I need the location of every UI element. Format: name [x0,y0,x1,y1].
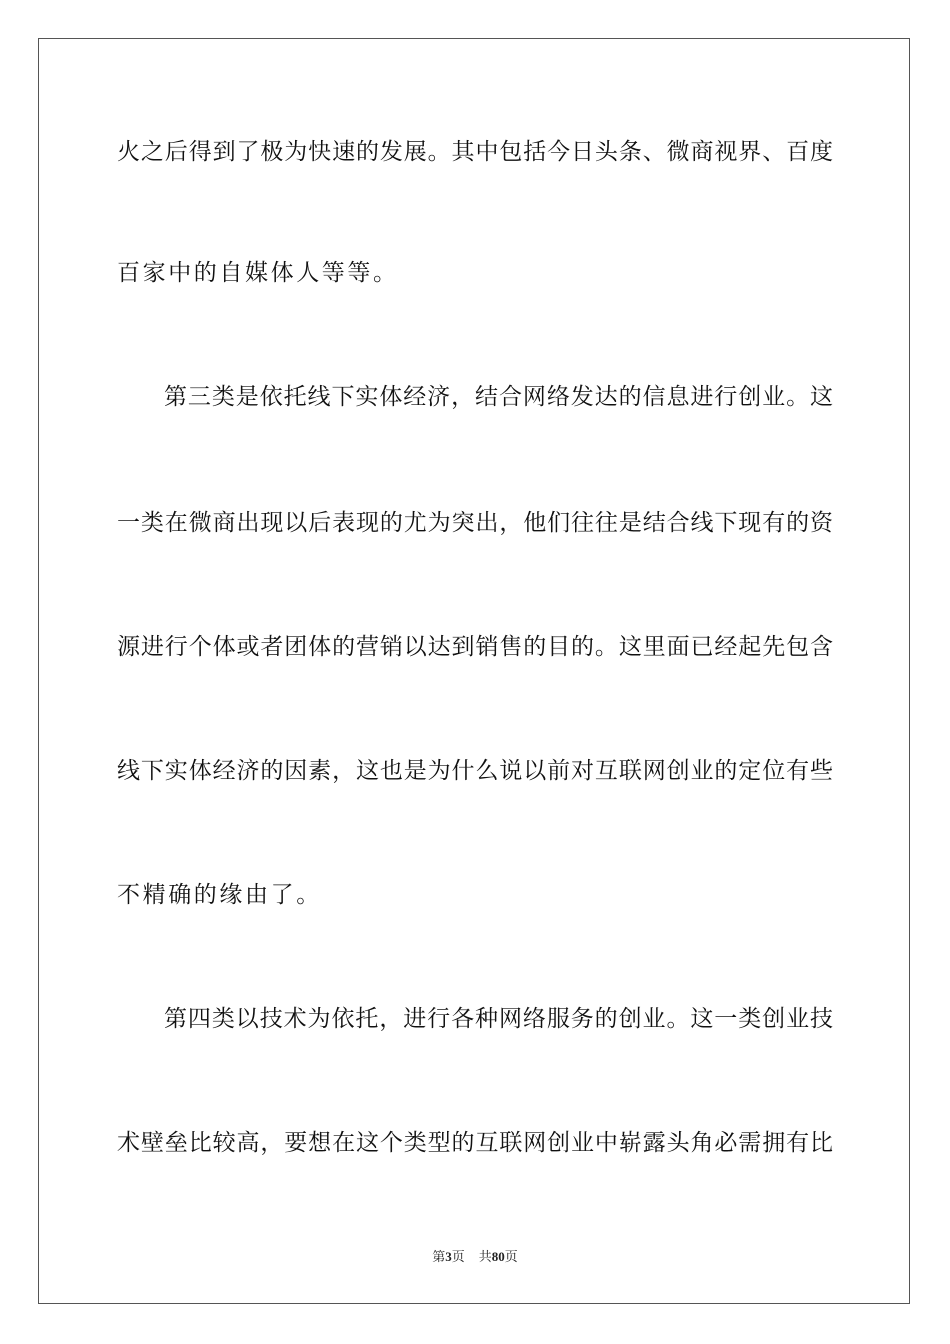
text-line: 百家中的自媒体人等等。 [117,260,399,286]
page-footer [0,1248,950,1267]
text-line: 火之后得到了极为快速的发展。其中包括今日头条、微商视界、百度 [117,139,833,165]
text-line: 第三类是依托线下实体经济，结合网络发达的信息进行创业。这 [164,384,833,410]
page-number: 3 [445,1249,452,1264]
text-line: 一类在微商出现以后表现的尤为突出，他们往往是结合线下现有的资 [117,510,833,536]
total-label-prefix: 共 [478,1250,492,1265]
text-line: 术壁垒比较高，要想在这个类型的互联网创业中崭露头角必需拥有比 [117,1130,833,1156]
total-label-suffix: 页 [504,1250,518,1265]
text-line: 第四类以技术为依托，进行各种网络服务的创业。这一类创业技 [164,1006,833,1032]
page-label-suffix: 页 [451,1250,465,1265]
text-line: 线下实体经济的因素，这也是为什么说以前对互联网创业的定位有些 [117,758,833,784]
text-line: 不精确的缘由了。 [117,882,322,908]
page-label-prefix: 第 [432,1250,446,1265]
text-line: 源进行个体或者团体的营销以达到销售的目的。这里面已经起先包含 [117,634,833,660]
total-pages: 80 [491,1249,505,1264]
page-border [38,38,910,1304]
